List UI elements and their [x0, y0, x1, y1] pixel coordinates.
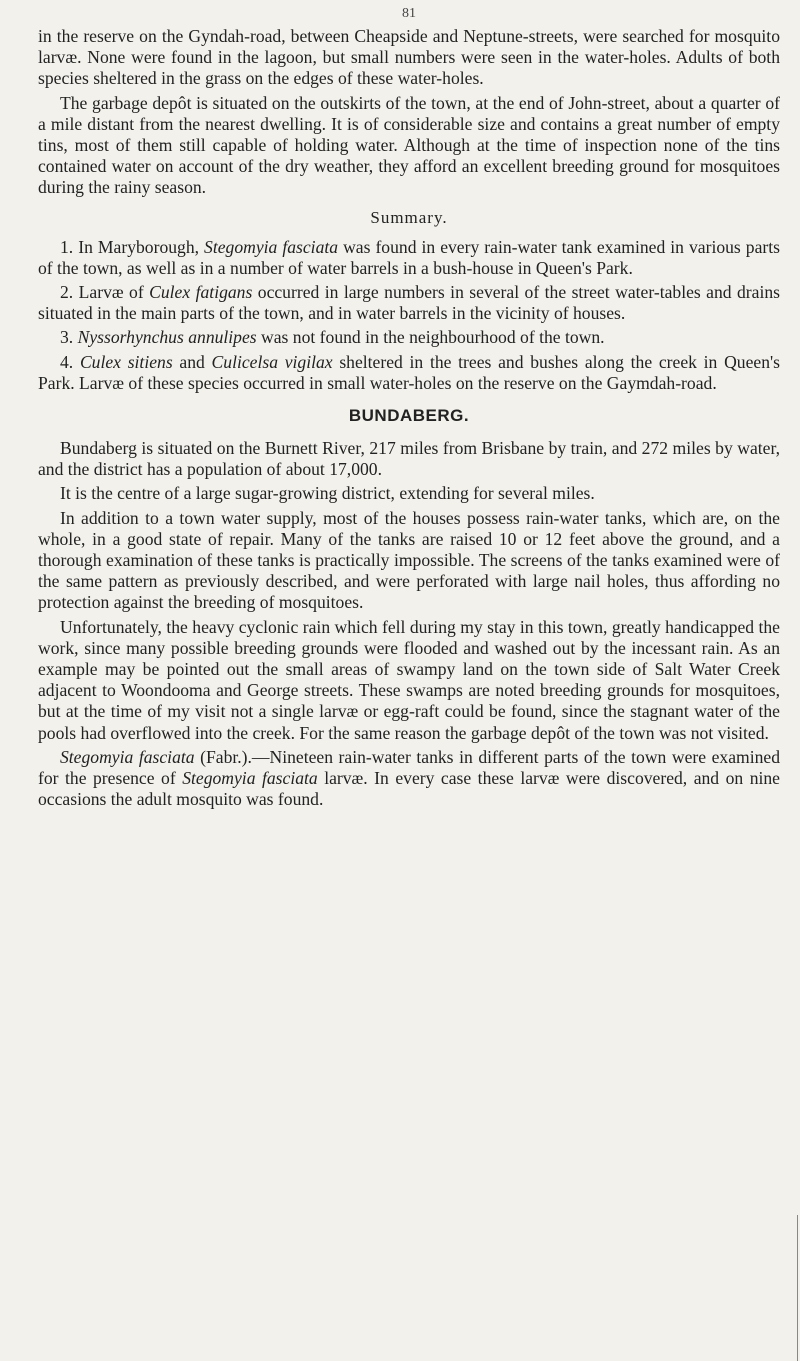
paragraph: Bundaberg is situated on the Burnett River, 217 miles from Brisbane by train, and 272 miles by water, and the district has a population of about 17,000. [38, 438, 780, 480]
paragraph: Stegomyia fasciata (Fabr.).—Nineteen rain-water tanks in different parts of the town were examined for the presence of Stegomyia fasciata larvæ. In every case these larvæ were discovered, and on nine occasions the adult mosquito was found. [38, 746, 780, 810]
summary-heading: Summary. [370, 207, 448, 227]
summary-item-2: 2. Larvæ of Culex fatigans occurred in large numbers in several of the street water-tables and drains situated in the main parts of the town, and in water barrels in the vicinity of houses. [38, 282, 781, 324]
paragraph: It is the centre of a large sugar-growing district, extending for several miles. [60, 483, 595, 504]
paragraph: In addition to a town water supply, most of the houses possess rain-water tanks, which are, on the whole, in a good state of repair. Many of the tanks are raised 10 or 12 feet above the ground, and a thorough examination of these tanks is practically impossible. The screens of the tanks examined were of the same pattern as previously described, and were perforated with large nail holes, thus affording no protection against the breeding of mosquitoes. [38, 507, 780, 613]
section-heading: BUNDABERG. [348, 406, 470, 426]
paragraph: Unfortunately, the heavy cyclonic rain which fell during my stay in this town, greatly handicapped the work, since many possible breeding grounds were flooded and washed out by the incessant rain. As an example may be pointed out the small areas of swampy land on the town side of Salt Water Creek adjacent to Woondooma and George streets. These swamps are noted breeding grounds for mosquitoes, but at the time of my visit not a single larvæ or egg-raft could be found, since the stagnant water of the pools had overflowed into the creek. For the same reason the garbage depôt of the town was not visited. [38, 616, 780, 743]
summary-item-4: 4. Culex sitiens and Culicelsa vigilax sheltered in the trees and bushes along the creek in Queen's Park. Larvæ of these species occurred in small water-holes on the reserve on the Gaymdah-road. [38, 351, 781, 393]
page-number: 81 [402, 6, 416, 21]
paragraph: in the reserve on the Gyndah-road, between Cheapside and Neptune-streets, were searched for mosquito larvæ. None were found in the lagoon, but small numbers were seen in the water-holes. Adults of both species sheltered in the grass on the edges of these water-holes. [38, 26, 780, 89]
summary-item-3: 3. Nyssorhynchus annulipes was not found in the neighbourhood of the town. [60, 327, 605, 348]
paragraph: The garbage depôt is situated on the outskirts of the town, at the end of John-street, about a quarter of a mile distant from the nearest dwelling. It is of considerable size and contains a great number of empty tins, most of them still capable of holding water. Although at the time of inspection none of the tins contained water on account of the dry weather, they afford an excellent breeding ground for mosquitoes during the rainy season. [38, 92, 780, 198]
scan-edge-line [797, 1215, 798, 1361]
summary-item-1: 1. In Maryborough, Stegomyia fasciata was found in every rain-water tank examined in various parts of the town, as well as in a number of water barrels in a bush-house in Queen's Park. [38, 236, 780, 278]
